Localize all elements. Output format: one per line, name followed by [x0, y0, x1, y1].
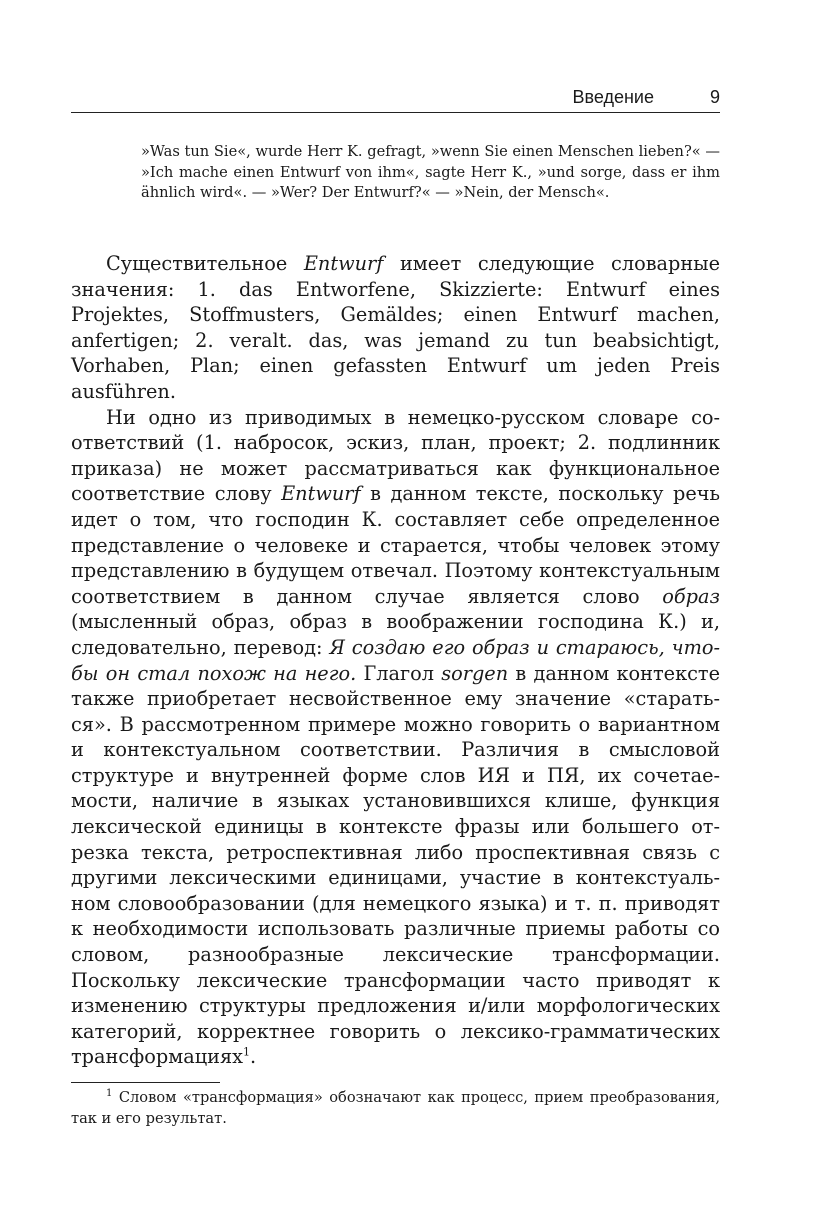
p2-text-2: в данном тексте, поскольку речь идет о том, что господин К. составляет себе определенное представление о человеке и старается, чтобы человек этому представлению в будущем отвечал. Поэтому контекстуальным соответствием в данном случае является слово — [71, 482, 720, 608]
p1-text-1: Существительное — [106, 252, 304, 275]
paragraph-2: Ни одно из приводимых в немецко-русском словаре соответствий (1. набросок, эскиз, план, проект; 2. подлинник приказа) не может рассматриваться как функциональное соответствие слову Entwurf в данном тексте, поскольку речь идет о том, что господин К. составляет себе определенное представление о человеке и старается, чтобы человек этому представлению в будущем отвечал. Поэтому контекстуальным соответствием в данном случае является слово образ (мысленный образ, образ в воображении господина К.) и, следовательно, перевод: Я создаю его образ и стараюсь, чтобы он стал похож на него. Глагол sorgen в данном контексте также приобретает несвойственное ему значение «стараться». В рассмотренном примере можно говорить о вариантном и контекстуальном соответствии. Различия в смысловой структуре и внутренней форме слов ИЯ и ПЯ, их сочетаемости, наличие в языках установившихся клише, функция лексической единицы в контексте фразы или большего отрезка текста, ретроспективная либо проспективная связь с другими лексическими единицами, участие в контекстуальном словообразовании (для немецкого языка) и т. п. приводят к необходимости использовать различные приемы работы со словом, разнообразные лексические трансформации. Поскольку лексические трансформации часто приводят к изменению структуры предложения и/или морфологических категорий, корректнее говорить о лексико-грамматических трансформациях$^1$. — [71, 405, 720, 1069]
footnote-divider — [71, 1082, 220, 1083]
section-title: Введение — [572, 87, 654, 107]
p2-term-2: образ — [662, 584, 720, 608]
p1-term: Entwurf — [303, 252, 384, 275]
epigraph-quote: »Was tun Sie«, wurde Herr K. gefragt, »wenn Sie einen Menschen lieben?« — »Ich mache einen Entwurf von ihm«, sagte Herr K., »und sorge, dass er ihm ähnlich wird«. — »Wer? Der Entwurf?« — »Nein, der Mensch«. — [141, 143, 720, 201]
p2-text-3: (мысленный образ, образ в воображении господина К.) и, следовательно, перевод: — [71, 610, 720, 659]
p2-text-1: Ни одно из приводимых в немецко-русском словаре соответствий (1. набросок, эскиз, план, проект; 2. подлинник приказа) не может рассматриваться как функциональное соответствие слову — [71, 405, 720, 506]
p2-term-3: sorgen — [441, 661, 509, 685]
footnote-text: Словом «трансформация» обозначают как процесс, прием преобразования, так и его результат. — [71, 1089, 720, 1127]
main-text — [71, 251, 720, 1070]
p2-text-4: Глагол — [356, 661, 442, 685]
running-header — [71, 84, 720, 113]
footnote — [71, 1088, 720, 1129]
p2-translation: Я создаю его образ и стараюсь, чтобы он стал похож на него. — [71, 635, 720, 685]
footnote-marker: 1 — [106, 1088, 113, 1100]
p2-text-5: в данном контексте также приобретает несвойственное ему значение «стараться». В рассмотренном примере можно говорить о вариантном и контекстуальном соответствии. Различия в смысловой структуре и внутренней форме слов ИЯ и ПЯ, их сочетаемости, наличие в языках установившихся клише, функция лексической единицы в контексте фразы или большего отрезка текста, ретроспективная либо проспективная связь с другими лексическими единицами, участие в контекстуальном словообразовании (для немецкого языка) и т. п. приводят к необходимости использовать различные приемы работы со словом, разнообразные лексические трансформации. Поскольку лексические трансформации часто приводят к изменению структуры предложения и/или морфологических категорий, корректнее говорить о лексико-грамматических трансформациях — [71, 661, 720, 1069]
page-number: 9 — [709, 87, 720, 107]
footnote-reference[interactable]: 1 — [242, 1045, 250, 1059]
p1-text-2: имеет следующие словарные значения: 1. das Entworfene, Skizzierte: Entwurf eines Projektes, Stoffmusters, Gemäldes; einen Entwurf machen, anfertigen; 2. veralt. das, was jemand zu tun beabsichtigt, Vorhaben, Plan; einen gefassten Entwurf um jeden Preis ausführen. — [71, 252, 720, 403]
paragraph-1 — [71, 251, 720, 405]
p2-term-1: Entwurf — [281, 482, 361, 506]
